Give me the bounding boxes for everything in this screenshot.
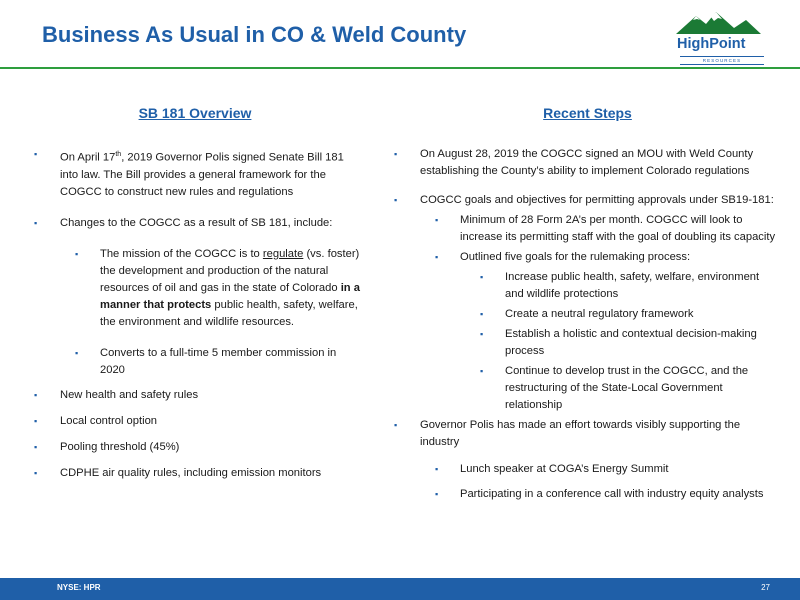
list-item: ▪ Participating in a conference call with industry equity analysts [390,486,780,503]
list-item: ▪ Local control option [30,413,360,430]
list-item: ▪ CDPHE air quality rules, including emission monitors [30,465,360,482]
list-item: ▪ Converts to a full-time 5 member commission in 2020 [30,345,360,379]
right-heading: Recent Steps [543,105,632,121]
list-item: ▪ On April 17th, 2019 Governor Polis signed Senate Bill 181 into law. The Bill provides a general framework for the COGCC to construct new rules and regulations [30,146,360,201]
list-item: ▪ Increase public health, safety, welfare, environment and wildlife protections [390,269,780,303]
left-bullet-list [30,146,360,482]
right-column [390,105,780,503]
list-item: ▪ The mission of the COGCC is to regulate (vs. foster) the development and production of the natural resources of oil and gas in the state of Colorado in a manner that protects public health, safety, welfare, the environment and wildlife resources. [30,246,360,331]
page-number: 27 [761,583,770,592]
list-item: ▪ Pooling threshold (45%) [30,439,360,456]
footer-bar [0,578,800,600]
right-bullet-list [390,146,780,503]
list-item: ▪ Lunch speaker at COGA’s Energy Summit [390,461,780,478]
logo-tagline: RESOURCES [680,55,764,66]
list-item: ▪ Establish a holistic and contextual decision-making process [390,326,780,360]
list-item: ▪ On August 28, 2019 the COGCC signed an MOU with Weld County establishing the County’s ability to implement Colorado regulations [390,146,780,180]
left-column [30,105,360,482]
list-item: ▪ Governor Polis has made an effort towards visibly supporting the industry [390,417,780,451]
logo-name: HighPoint [677,36,746,52]
list-item: ▪ Changes to the COGCC as a result of SB 181, include: [30,215,360,232]
left-heading: SB 181 Overview [138,105,252,121]
list-item: ▪ Outlined five goals for the rulemaking process: [390,249,780,266]
list-item: ▪ COGCC goals and objectives for permitting approvals under SB19-181: [390,192,780,209]
list-item: ▪ Create a neutral regulatory framework [390,306,780,323]
footer-ticker: NYSE: HPR [57,583,101,592]
list-item: ▪ Continue to develop trust in the COGCC, and the restructuring of the State-Local Government relationship [390,363,780,414]
list-item: ▪ New health and safety rules [30,387,360,404]
header-divider [0,67,800,69]
list-item: ▪ Minimum of 28 Form 2A’s per month. COGCC will look to increase its permitting staff with the goal of doubling its capacity [390,212,780,246]
slide-title: Business As Usual in CO & Weld County [42,22,467,47]
